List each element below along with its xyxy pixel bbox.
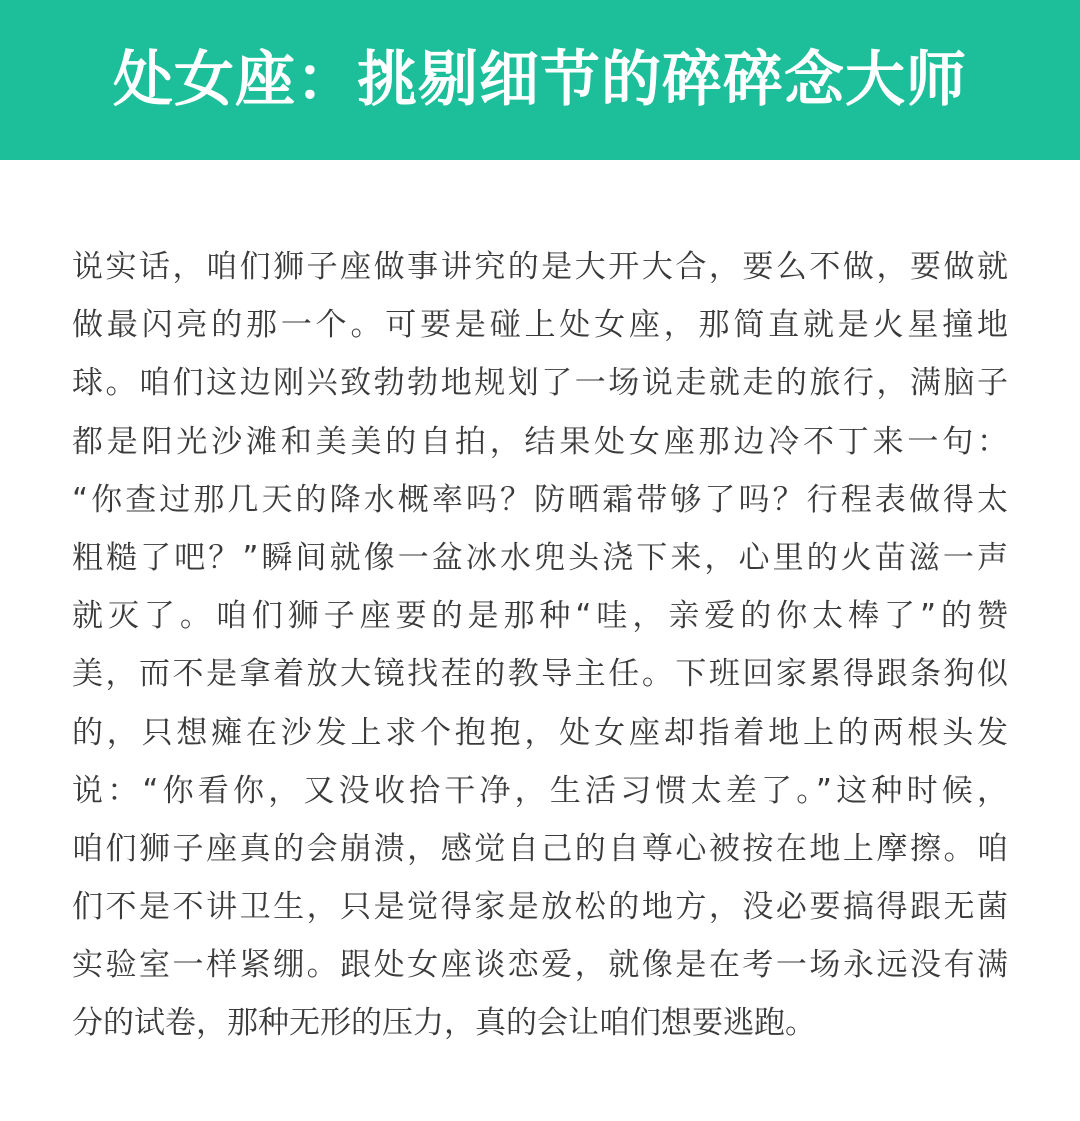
header-banner	[0, 0, 1080, 160]
article-line: 分的试卷，那种无形的压力，真的会让咱们想要逃跑。	[72, 1005, 816, 1042]
article-line: 就灭了。咱们狮子座要的是那种“哇，亲爱的你太棒了”的赞	[72, 598, 1008, 635]
article-line: 都是阳光沙滩和美美的自拍，结果处女座那边冷不丁来一句：	[72, 423, 1008, 460]
article-line: 们不是不讲卫生，只是觉得家是放松的地方，没必要搞得跟无菌	[72, 889, 1008, 926]
article-line: 的，只想瘫在沙发上求个抱抱，处女座却指着地上的两根头发	[72, 714, 1008, 751]
article-line: “你查过那几天的降水概率吗？防晒霜带够了吗？行程表做得太	[72, 481, 1008, 518]
article-line: 说：“你看你，又没收拾干净，生活习惯太差了。”这种时候，	[72, 772, 1008, 809]
article-body	[72, 238, 1008, 1053]
article-line: 做最闪亮的那一个。可要是碰上处女座，那简直就是火星撞地	[72, 307, 1008, 344]
article-line: 粗糙了吧？”瞬间就像一盆冰水兜头浇下来，心里的火苗滋一声	[72, 539, 1008, 576]
article-line: 说实话，咱们狮子座做事讲究的是大开大合，要么不做，要做就	[72, 249, 1008, 285]
article-line: 实验室一样紧绷。跟处女座谈恋爱，就像是在考一场永远没有满	[72, 947, 1008, 984]
article-line: 美，而不是拿着放大镜找茬的教导主任。下班回家累得跟条狗似	[72, 656, 1008, 693]
page-title: 处女座：挑剔细节的碎碎念大师	[113, 45, 967, 115]
article-line: 咱们狮子座真的会崩溃，感觉自己的自尊心被按在地上摩擦。咱	[72, 830, 1008, 867]
article-line: 球。咱们这边刚兴致勃勃地规划了一场说走就走的旅行，满脑子	[72, 365, 1008, 402]
